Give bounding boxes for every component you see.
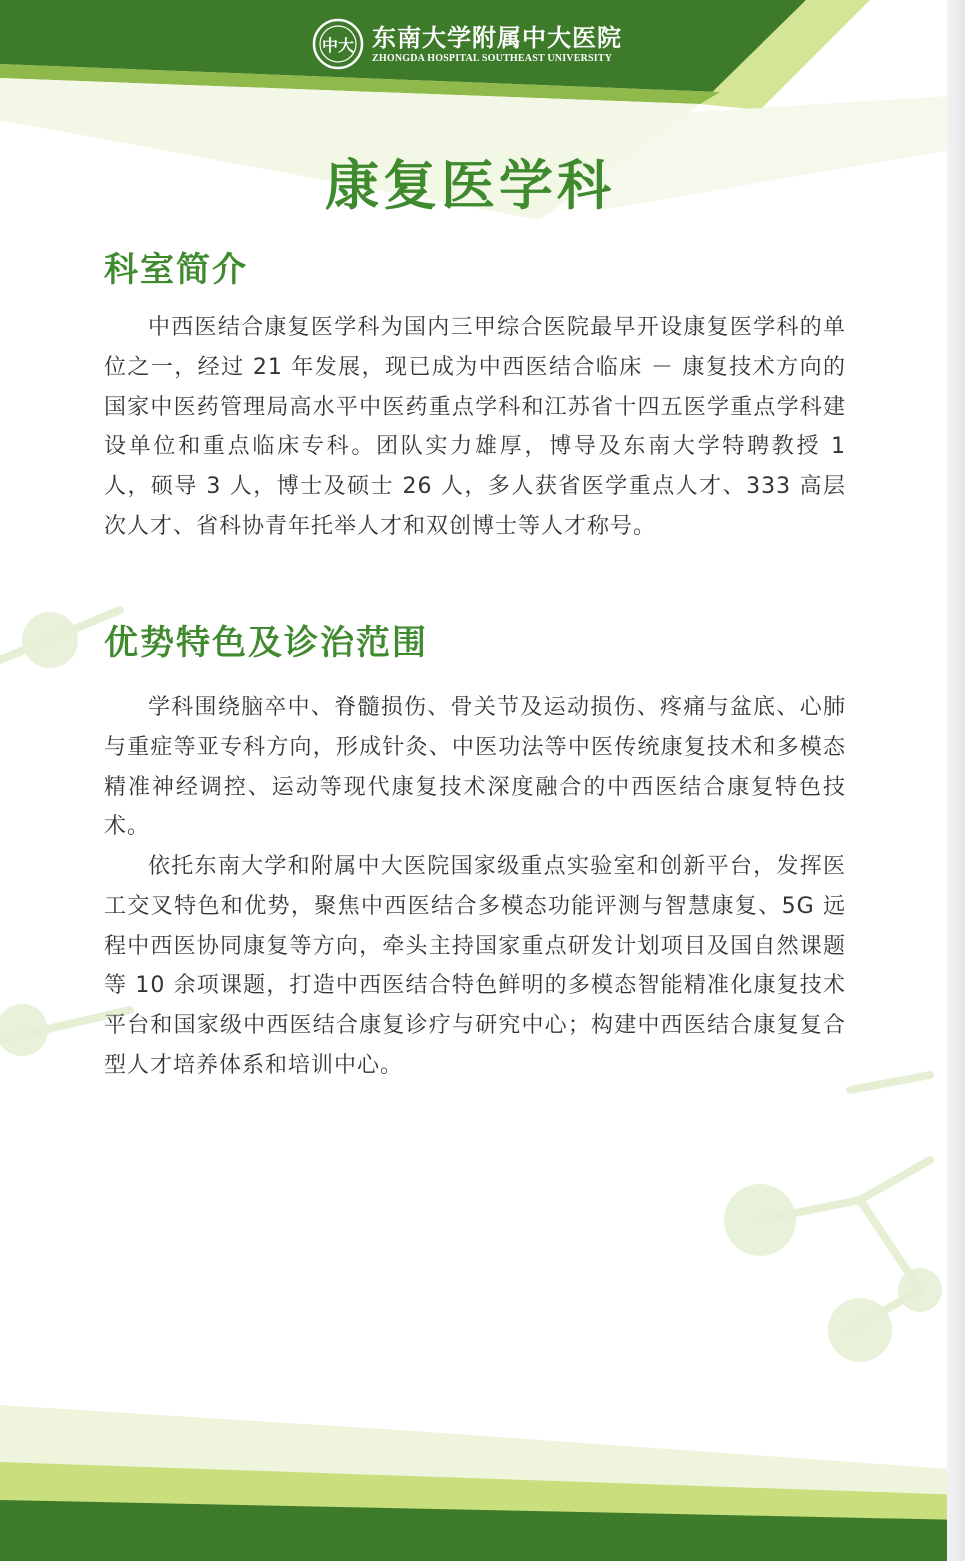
paragraph-advantages-1: 学科围绕脑卒中、脊髓损伤、骨关节及运动损伤、疼痛与盆底、心肺与重症等亚专科方向，形成针灸、中医功法等中医传统康复技术和多模态精准神经调控、运动等现代康复技术深度融合的中西医结合康复特色技术。 — [104, 695, 846, 840]
page-right-edge — [947, 0, 965, 1561]
hospital-logo — [312, 18, 622, 70]
hospital-name-cn: 东南大学附属中大医院 — [372, 23, 622, 52]
section-heading-advantages: 优势特色及诊治范围 — [104, 623, 428, 663]
page-title: 康复医学科 — [325, 153, 615, 217]
paragraph-introduction: 中西医结合康复医学科为国内三甲综合医院最早开设康复医学科的单位之一，经过 21 年发展，现已成为中西医结合临床 － 康复技术方向的国家中医药管理局高水平中医药重点学科和江苏省十四五医学重点学科建设单位和重点临床专科。团队实力雄厚，博导及东南大学特聘教授 1 人，硕导 3 人，博士及硕士 26 人，多人获省医学重点人才、333 高层次人才、省科协青年托举人才和双创博士等人才称号。 — [104, 315, 846, 539]
hospital-name — [372, 23, 622, 65]
seal-glyph: 中大 — [321, 36, 355, 55]
hospital-seal-icon — [312, 18, 364, 70]
paragraph-advantages-2: 依托东南大学和附属中大医院国家级重点实验室和创新平台，发挥医工交叉特色和优势，聚焦中西医结合多模态功能评测与智慧康复、5G 远程中西医协同康复等方向，牵头主持国家重点研发计划项目及国自然课题等 10 余项课题，打造中西医结合特色鲜明的多模态智能精准化康复技术平台和国家级中西医结合康复诊疗与研究中心；构建中西医结合康复复合型人才培养体系和培训中心。 — [104, 854, 846, 1078]
section-heading-introduction: 科室简介 — [104, 250, 248, 290]
hospital-name-en: ZHONGDA HOSPITAL SOUTHEAST UNIVERSITY — [372, 53, 613, 64]
